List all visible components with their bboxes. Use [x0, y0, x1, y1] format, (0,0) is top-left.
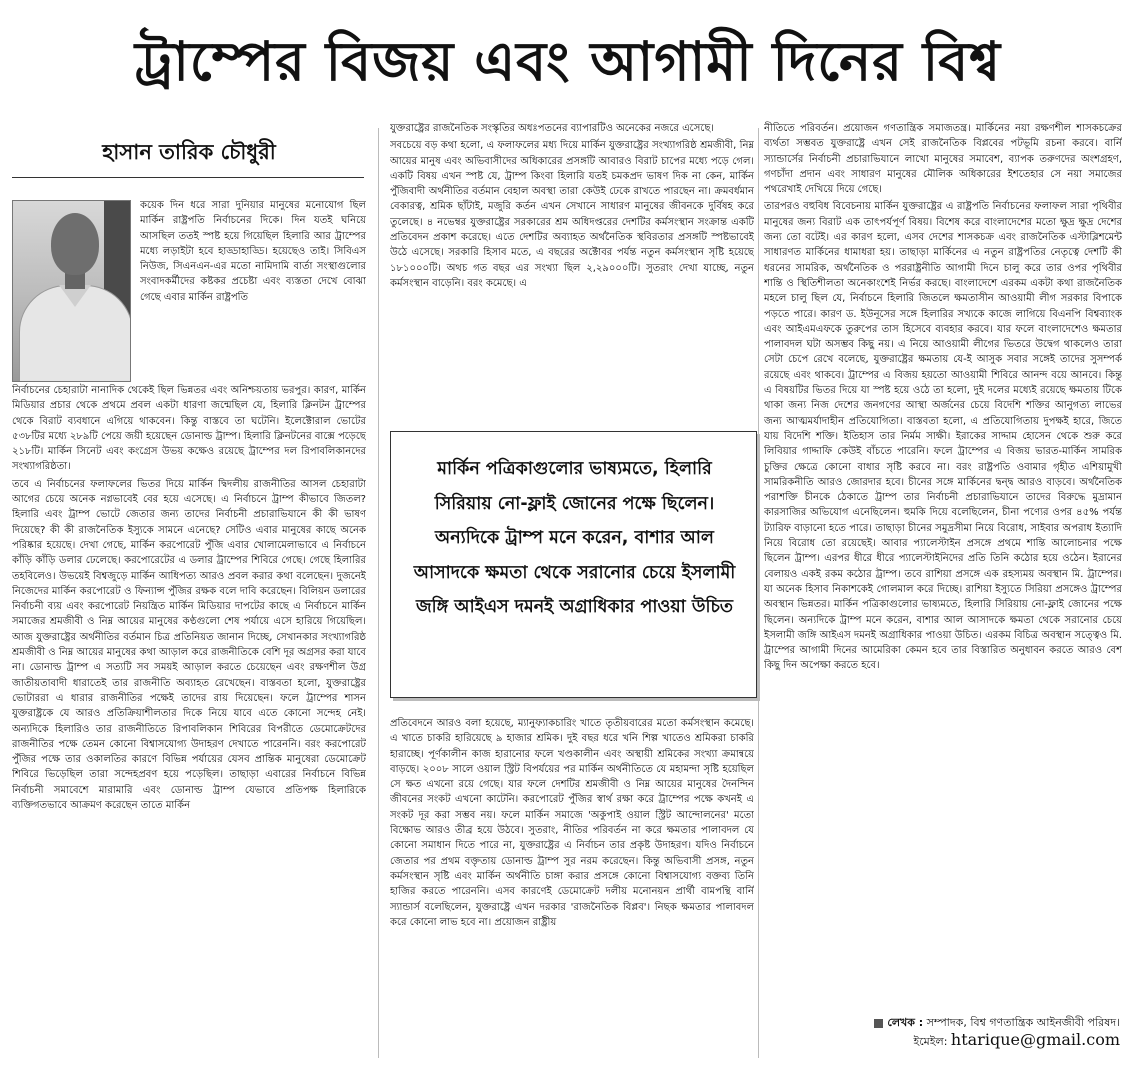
author-label: লেখক : — [887, 1016, 924, 1029]
paragraph: সবচেয়ে বড় কথা হলো, এ ফলাফলের মধ্য দিয়ে মার্কিন যুক্তরাষ্ট্রের সংখ্যাগরিষ্ঠ শ্রমজীবী, নিম্ন আয়ের মানুষ এবং অভিবাসীদের অধিকারের প্রসঙ্গটি আবারও বিরাট চাপের মধ্যে পড়ে গেল। একটি বিষয় এখন স্পষ্ট যে, ট্রাম্প কিংবা হিলারি যতই চমকপ্রদ ভাষণ দিক না কেন, মার্কিন পুঁজিবাদী অর্থনীতির বর্তমান বেহাল অবস্থা তারা কেউই ঢেকে রাখতে পারছেন না। ক্রমবর্ধমান বেকারত্ব, শ্রমিক ছাঁটাই, মজুরি কর্তন এখন সেখানে সাধারণ মানুষের জীবনকে দুর্বিষহ করে তুলেছে। ৪ নভেম্বর যুক্তরাষ্ট্রের সরকারের শ্রম অধিদপ্তরের দেশটির কর্মসংস্থান সংক্রান্ত একটি প্রতিবেদন প্রকাশ করেছে। এতে দেশটির অব্যাহত অর্থনৈতিক স্থবিরতার প্রসঙ্গটি স্পষ্টভাবেই উঠে এসেছে। সরকারি হিসাব মতে, এ বছরের অক্টোবর পর্যন্ত নতুন কর্মসংস্থান সৃষ্টি হয়েছে ১৮১০০০টি। অথচ গত বছর এর সংখ্যা ছিল ২,২৯০০০টি। সুতরাং দেখা যাচ্ছে, নতুন কর্মসংস্থান বাড়েনি। বরং কমেছে। এ — [390, 140, 754, 289]
column-1 — [12, 383, 366, 1057]
byline-divider — [12, 177, 364, 178]
author-signature — [760, 1014, 1120, 1050]
paragraph: প্রতিবেদনে আরও বলা হয়েছে, ম্যানুফ্যাকচারিং খাতে তৃতীয়বারের মতো কর্মসংস্থান কমেছে। এ খাতে চাকরি হারিয়েছে ৯ হাজার শ্রমিক। দুই বছর ধরে খনি শিল্প খাতেও শ্রমিকরা চাকরি হারাচ্ছে। পূর্ণকালীন কাজ হারানোর ফলে খণ্ডকালীন এবং অস্থায়ী শ্রমিকের সংখ্যা ক্রমান্বয়ে বাড়ছে। ২০০৮ সালে ওয়াল স্ট্রিট বিপর্যয়ের পর মার্কিন অর্থনীতিতে যে মহামন্দা সৃষ্টি হয়েছিল সে ক্ষত এখনো রয়ে গেছে। যার ফলে দেশটির শ্রমজীবী ও নিম্ন আয়ের মানুষের দৈনন্দিন জীবনের সংকট এখনো কাটেনি। করপোরেট পুঁজির স্বার্থ রক্ষা করে ট্রাম্পের পক্ষে কখনই এ সংকট দূর করা সম্ভব নয়। ফলে মার্কিন সমাজে 'অকুপাই ওয়াল স্ট্রিট আন্দোলনের' মতো বিক্ষোভ আরও তীব্র হয়ে উঠবে। সুতরাং, নীতির পরিবর্তন না করে ক্ষমতার পালাবদল যে কোনো সমাধান দিতে পারে না, যুক্তরাষ্ট্রের এ নির্বাচন তার প্রকৃষ্ট উদাহরণ। যদিও নির্বাচনে জেতার পর প্রথম বক্তৃতায় ডোনাল্ড ট্রাম্প সুর নরম করেছেন। কিন্তু অভিবাসী প্রসঙ্গ, নতুন কর্মসংস্থান সৃষ্টি এবং মার্কিন অর্থনীতি চাঙ্গা করার প্রসঙ্গে কোনো বিশ্বাসযোগ্য বক্তব্য তিনি হাজির করতে পারেননি। এসব কারণেই ডেমোক্রেট দলীয় মনোনয়ন প্রার্থী বামপন্থি বার্নি স্যান্ডার্স বলেছিলেন, যুক্তরাষ্ট্রে এখন দরকার 'রাজনৈতিক বিপ্লব'। নিছক ক্ষমতার পালাবদল করে কোনো লাভ হবে না। প্রয়োজন রাষ্ট্রীয় — [390, 718, 754, 928]
column-divider-1 — [378, 128, 379, 1058]
pull-quote: মার্কিন পত্রিকাগুলোর ভাষ্যমতে, হিলারি সিরিয়ায় নো-ফ্লাই জোনের পক্ষে ছিলেন। অন্যদিকে ট্রাম্প মনে করেন, বাশার আল আসাদকে ক্ষমতা থেকে সরানোর চেয়ে ইসলামী জঙ্গি আইএস দমনই অগ্রাধিকার পাওয়া উচিত — [413, 459, 736, 617]
author-photo — [12, 200, 131, 382]
square-bullet-icon — [874, 1019, 883, 1028]
paragraph: যুক্তরাষ্ট্রের রাজনৈতিক সংস্কৃতির অধঃপতনের ব্যাপারটিও অনেকের নজরে এসেছে। — [390, 123, 714, 134]
column-1-intro — [140, 198, 366, 382]
paragraph: কয়েক দিন ধরে সারা দুনিয়ার মানুষের মনোযোগ ছিল মার্কিন রাষ্ট্রপতি নির্বাচনের দিকে। দিন যতই ঘনিয়ে আসছিল ততই স্পষ্ট হয়ে গিয়েছিল হিলারি আর ট্রাম্পের মধ্যে লড়াইটা হবে হাড্ডাহাড্ডি। হয়েছেও তাই। সিবিএস নিউজ, সিএনএন-এর মতো নামিদামি বার্তা সংস্থাগুলোর সংবাদকর্মীদের কষ্টকর প্রচেষ্টা এবং ব্যস্ততা দেখে বোঝা গেছে এবার মার্কিন রাষ্ট্রপতি — [140, 200, 366, 303]
paragraph: নির্বাচনের চেহারাটা নানাদিক থেকেই ছিল ভিন্নতর এবং অনিশ্চয়তায় ভরপুর। কারণ, মার্কিন মিডিয়ার প্রচার থেকে প্রথমে প্রবল একটা ধারণা জন্মেছিল যে, হিলারি ক্লিনটন ট্রাম্পের থেকে বিরাট ব্যবধানে এগিয়ে থাকবেন। কিন্তু বাস্তবে তা ঘটেনি। ইলেক্টোরাল ভোটের ৫৩৮টির মধ্যে ২৮৯টি পেয়ে জয়ী হয়েছেন ডোনাল্ড ট্রাম্প। হিলারি ক্লিনটনের বাক্সে পড়েছে ২১৮টি। মার্কিন সিনেট এবং কংগ্রেস উভয় কক্ষেও রয়েছে ট্রাম্পের দল রিপাবলিকানদের সংখ্যাগরিষ্ঠতা। — [12, 385, 366, 473]
headline: ট্রাম্পের বিজয় এবং আগামী দিনের বিশ্ব — [134, 29, 1002, 93]
byline: হাসান তারিক চৌধুরী — [102, 139, 276, 164]
column-2-bottom — [390, 716, 754, 1058]
email-label: ইমেইল: — [913, 1035, 948, 1048]
column-divider-2 — [758, 128, 759, 1058]
pull-quote-box — [390, 431, 757, 698]
paragraph: তবে এ নির্বাচনের ফলাফলের ভিতর দিয়ে মার্কিন দ্বিদলীয় রাজনীতির আসল চেহারাটা আগের চেয়ে অনেক নগ্নভাবেই বের হয়ে এসেছে। এ নির্বাচনে ট্রাম্প কীভাবে জিতল? হিলারি এবং ট্রাম্প ভোটে জেতার জন্য তাদের নির্বাচনী প্রচারাভিযানে কী কী ভাষণ দিয়েছে? কী কী রাজনৈতিক ইস্যুকে সামনে এনেছে? সেটিও এবার মানুষের কাছে অনেক পরিষ্কার হয়েছে। দেখা গেছে, মার্কিন করপোরেট পুঁজি এবার খোলামেলাভাবে এ নির্বাচনে কাঁড়ি কাঁড়ি ডলার ঢেলেছে। করপোরেটের এ ডলার ট্রাম্পের শিবিরে গেছে। গেছে হিলারির তহবিলেও। উভয়েই বিশ্বজুড়ে মার্কিন আধিপত্য আরও প্রবল করার কথা বলেছেন। দুজনেই নিজেদের মার্কিন করপোরেট ও ফিন্যান্স পুঁজির রক্ষক বলে দাবি করেছেন। বিলিয়ন ডলারের নির্বাচনী ব্যয় এবং করপোরেট নিয়ন্ত্রিত মার্কিন মিডিয়ার দাপটের কাছে এ নির্বাচনে মার্কিন সমাজের শ্রমজীবী ও নিম্ন আয়ের মানুষের কণ্ঠগুলো শেষ পর্যায়ে এসে হারিয়ে গিয়েছিল। আজ যুক্তরাষ্ট্রের অর্থনীতির বর্তমান চিত্র প্রতিনিয়ত জানান দিচ্ছে, সেখানকার সংখ্যাগরিষ্ঠ শ্রমজীবী ও নিম্ন আয়ের মানুষের কথা আড়াল করে রাজনীতিকে বেশি দূর অগ্রসর করা যাবে না। ডোনাল্ড ট্রাম্প এ সত্যটি সব সময়ই আড়াল করতে চেয়েছেন এবং রক্ষণশীল উগ্র জাতীয়তাবাদী ধারাতেই তার রাজনীতি অব্যাহত রেখেছেন। বাস্তবতা হলো, যুক্তরাষ্ট্রের ভোটাররা এ ধারার রাজনীতির পক্ষেই তাদের রায় দিয়েছেন। ফলে ট্রাম্পের শাসন যুক্তরাষ্ট্রকে যে আরও প্রতিক্রিয়াশীলতার দিকে নিয়ে যাবে এতে কোনো সন্দেহ নেই। অন্যদিকে হিলারিও তার রাজনীতিতে রিপাবলিকান শিবিরের বিপরীতে ডেমোক্রেটদের রাজনীতির পক্ষে তেমন কোনো বিশ্বাসযোগ্য উদাহরণ দেখাতে পারেননি। বরং করপোরেট পুঁজির পক্ষে তার ওকালতির কারণে বিভিন্ন পর্যায়ের যেসব প্রান্তিক মানুষেরা ডেমোক্রেট শিবিরে ভিড়েছিল তারা সন্দেহপ্রবণ হয়ে পড়েছিল। তাছাড়া এবারের নির্বাচনে বিভিন্ন নির্বাচনী সমাবেশে মারামারি এবং ডোনাল্ড ট্রাম্প যেভাবে প্রতিপক্ষ হিলারিকে ব্যক্তিগতভাবে আক্রমণ করেছেন তাতে মার্কিন — [12, 478, 366, 812]
column-3 — [764, 121, 1122, 1011]
author-email[interactable]: htarique@gmail.com — [950, 1030, 1120, 1049]
paragraph: তারপরও বহুবিধ বিবেচনায় মার্কিন যুক্তরাষ্ট্রের এ রাষ্ট্রপতি নির্বাচনের ফলাফল সারা পৃথিবীর মানুষের জন্য বিরাট এক তাৎপর্যপূর্ণ বিষয়। বিশেষ করে বাংলাদেশের মতো ক্ষুদ্র ক্ষুদ্র দেশের জন্য তো বটেই। এর কারণ হলো, এসব দেশের শাসকচক্র এবং রাজনৈতিক এস্টাব্লিশমেন্ট সাধারণত মার্কিনের ধামাধরা হয়। তাছাড়া মার্কিনের এ নতুন রাষ্ট্রপতির নেতৃত্বে দেশটি কী ধরনের সামরিক, অর্থনৈতিক ও পররাষ্ট্রনীতি আগামী দিনে চালু করে তার ওপর পৃথিবীর শান্তি ও স্থিতিশীলতা অনেকাংশেই নির্ভর করছে। বাংলাদেশে এরকম একটা কথা রাজনৈতিক মহলে চালু ছিল যে, নির্বাচনে হিলারি জিতলে ক্ষমতাসীন আওয়ামী লীগ সরকার বিপাকে পড়তে পারে। কারণ ড. ইউনূসের সঙ্গে হিলারির সখ্যকে কাজে লাগিয়ে বিএনপি বিশ্বব্যাংক এবং আইএমএফকে তুরুপের তাস হিসেবে ব্যবহার করবে। যার ফলে বাংলাদেশেও ক্ষমতার পালাবদল ঘটা অসম্ভব কিছু নয়। এ নিয়ে আওয়ামী লীগের ভিতরে উদ্বেগ থাকলেও তারা সেটা চেপে রেখে বলেছে, যুক্তরাষ্ট্রের ক্ষমতায় যে-ই আসুক সবার সঙ্গেই তাদের সুসম্পর্ক রয়েছে এবং থাকবে। ট্রাম্পের এ বিজয় হয়তো আওয়ামী শিবিরে আনন্দ বয়ে আনবে। কিন্তু এ বিষয়টির ভিতর দিয়ে যা স্পষ্ট হয়ে ওঠে তা হলো, দুই দলের মধ্যেই রয়েছে ক্ষমতায় টিকে থাকা জন্য নিজ দেশের জনগণের আস্থা অর্জনের চেয়ে বিদেশি শক্তির আনুগত্য লাভের জন্য আত্মমর্যাদাহীন প্রতিযোগিতা। বাস্তবতা হলো, এ প্রতিযোগিতায় দুপক্ষই হারে, জিতে যায় বিদেশি শক্তি। ইতিহাস তার নির্মম সাক্ষী। ইরাকের সাদ্দাম হোসেন থেকে শুরু করে লিবিয়ার গাদ্দাফি কেউই বাঁচতে পারেনি। ফলে ট্রাম্পের এ বিজয় ভারত-মার্কিন সামরিক চুক্তির ক্ষেত্রে কোনো বাধার সৃষ্টি করবে না। বরং রাষ্ট্রপতি ওবামার গৃহীত এশিয়ামুখী সামরিকনীতি আরও জোরদার হবে। চীনের সঙ্গে মার্কিনের দ্বন্দ্ব আরও বাড়বে। অর্থনৈতিক পরাশক্তি চীনকে ঠেকাতে ট্রাম্প তার নির্বাচনী প্রচারাভিযানে তাদের বিরুদ্ধে মুদ্রামান কারসাজির অভিযোগ এনেছিলেন। হুমকি দিয়ে বলেছিলেন, চীনা পণ্যের ওপর ৪৫% পর্যন্ত ট্যারিফ বাড়ানো হতে পারে। তাছাড়া চীনের সমুদ্রসীমা নিয়ে বিরোধ, সাইবার অপরাধ ইত্যাদি নিয়ে বিরোধ তো রয়েছেই। আবার প্যালেস্টাইন প্রসঙ্গে প্রথমে শান্তি আলোচনার পক্ষে ছিলেন ট্রাম্প। এরপর ধীরে ধীরে প্যালেস্টাইনিদের প্রতি তিনি কঠোর হয়ে ওঠেন। ইরানের বেলায়ও একই রকম কঠোর ট্রাম্প। তবে রাশিয়া প্রসঙ্গে এক রহস্যময় অবস্থান মি. ট্রাম্পের। যা অনেক হিসাব নিকাশকেই গোলমাল করে দিচ্ছে। রাশিয়া ইস্যুতে সিরিয়া প্রসঙ্গেও ট্রাম্পের অবস্থান ভিন্নতর। মার্কিন পত্রিকাগুলোর ভাষ্যমতে, হিলারি সিরিয়ায় নো-ফ্লাই জোনের পক্ষে ছিলেন। অন্যদিকে ট্রাম্প মনে করেন, বাশার আল আসাদকে ক্ষমতা থেকে সরানোর চেয়ে ইসলামী জঙ্গি আইএস দমনই অগ্রাধিকার পাওয়া উচিত। এরকম বিচিত্র অবস্থান সত্ত্বেও মি. ট্রাম্পের আগামী দিনের আমেরিকা কেমন হবে তার বিস্তারিত অনুধাবন করতে আরও বেশ কিছু দিন অপেক্ষা করতে হবে। — [764, 201, 1122, 672]
paragraph: নীতিতে পরিবর্তন। প্রয়োজন গণতান্ত্রিক সমাজতন্ত্র। মার্কিনের নয়া রক্ষণশীল শাসকচক্রের ব্যর্থতা সম্ভবত যুক্তরাষ্ট্রে এখন সেই রাজনৈতিক বিপ্লবের পটভূমি রচনা করবে। বার্নি স্যান্ডার্সের নির্বাচনী প্রচারাভিযানে লাখো মানুষের সমাবেশ, ব্যাপক তরুণদের অংশগ্রহণ, গণচাঁদা প্রদান এবং সাধারণ মানুষের মৌলিক অধিকারের ইশতেহার সে নয়া সমাজের পথরেখাই দেখিয়ে দিয়ে গেছে। — [764, 123, 1122, 196]
author-title: সম্পাদক, বিশ্ব গণতান্ত্রিক আইনজীবী পরিষদ। — [926, 1016, 1120, 1029]
column-2-top — [390, 121, 754, 411]
